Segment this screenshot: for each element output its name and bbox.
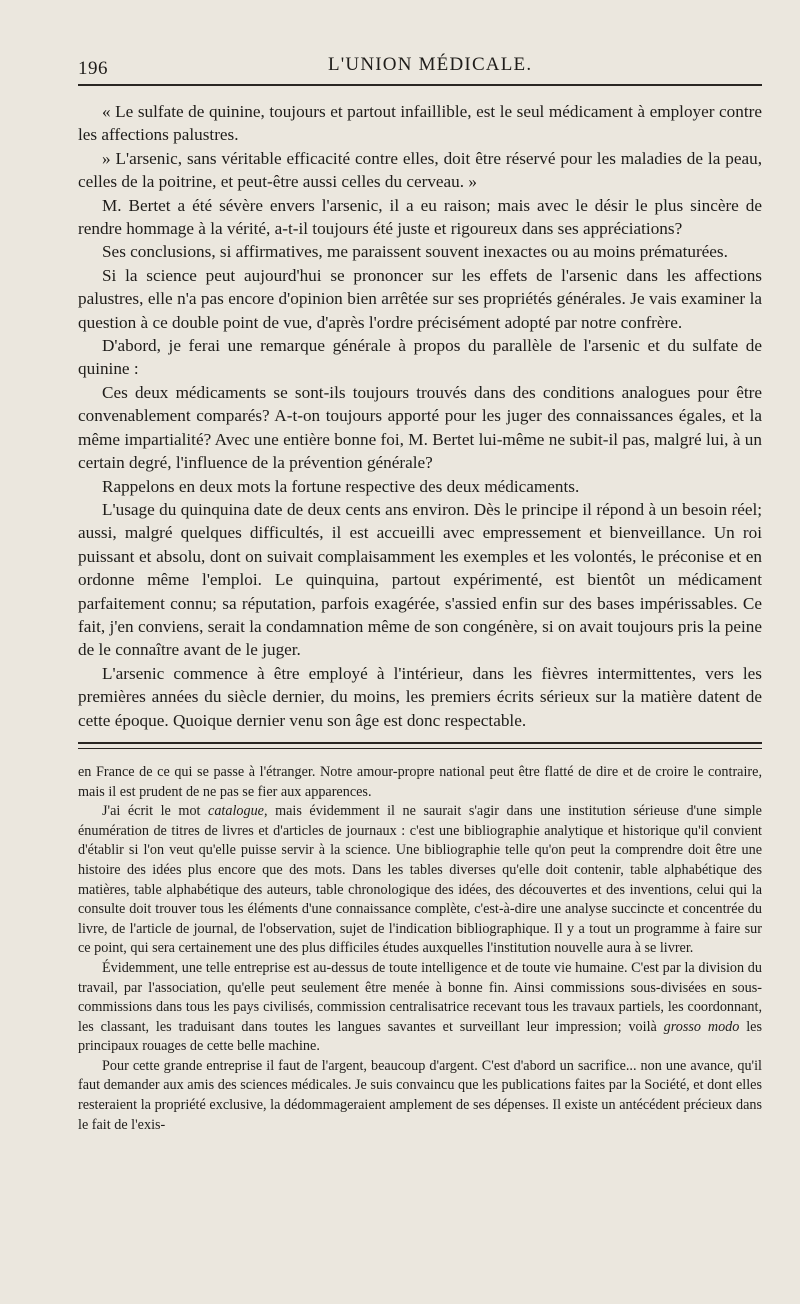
footnote-separator bbox=[78, 742, 762, 749]
running-title: L'UNION MÉDICALE. bbox=[328, 54, 533, 75]
footnote-paragraph: Pour cette grande entreprise il faut de l'argent, beaucoup d'argent. C'est d'abord un sacrifice... non une avance, qu'il faut demander aux amis des sciences médicales. Je suis convaincu que les publications faites par la Société, et dont elles resteraient la propriété exclusive, la dédommageraient amplement de ses dépenses. Il existe un antécédent précieux dans le fait de l'exis- bbox=[78, 1057, 762, 1133]
footnote-paragraph bbox=[78, 959, 762, 1057]
footnote-paragraph: en France de ce qui se passe à l'étranger. Notre amour-propre national peut être flatté de dire et de croire le contraire, mais il est prudent de ne pas se fier aux apparences. bbox=[78, 763, 762, 800]
paragraph: M. Bertet a été sévère envers l'arsenic, il a eu raison; mais avec le désir le plus sincère de rendre hommage à la vérité, a-t-il toujours été juste et rigoureux dans ses appréciations? bbox=[78, 195, 762, 239]
footnote-text: les principaux rouages de cette belle machine. bbox=[78, 1018, 762, 1055]
paragraph: L'usage du quinquina date de deux cents ans environ. Dès le principe il répond à un besoin réel; aussi, malgré quelques difficultés, il est accueilli avec empressement et bienveillance. Un roi puissant et absolu, dont on suivait complaisamment les exemples et les volontés, le préconise et en ordonne même l'emploi. Le quinquina, partout expérimenté, est bientôt un médicament parfaitement connu; sa réputation, parfois exagérée, s'assied enfin sur des bases impérissables. Ce fait, j'en conviens, serait la condamnation même de son congénère, si on avait toujours pris la peine de le connaître avant de le juger. bbox=[78, 499, 762, 660]
paragraph: L'arsenic commence à être employé à l'intérieur, dans les fièvres intermittentes, vers les premières années du siècle dernier, du moins, les premiers écrits sérieux sur la matière datent de cette époque. Quoique dernier venu son âge est donc respectable. bbox=[78, 663, 762, 730]
footnote-emphasis: catalogue bbox=[208, 803, 264, 820]
page-header bbox=[78, 48, 762, 82]
footnote-text: J'ai écrit le mot bbox=[102, 803, 209, 820]
paragraph: Rappelons en deux mots la fortune respective des deux médicaments. bbox=[102, 476, 580, 496]
paragraph: D'abord, je ferai une remarque générale à propos du parallèle de l'arsenic et du sulfate de quinine : bbox=[78, 336, 762, 379]
footnote-text: Évidemment, une telle entreprise est au-dessus de toute intelligence et de toute vie humaine. C'est par la division du travail, par l'association, qu'elle peut seulement être menée à bonne fin. Ainsi commissions sous-divisées en sous-commissions dans tous les pays civilisés, commission centralisatrice recevant tous les travaux partiels, les coordonnant, les classant, les traduisant dans toutes les langues savantes et surveillant leur impression; voilà bbox=[78, 959, 762, 1035]
footnote-paragraph bbox=[78, 802, 762, 959]
paragraph: » L'arsenic, sans véritable efficacité contre elles, doit être réservé pour les maladies de la peau, celles de la poitrine, et peut-être aussi celles du cerveau. » bbox=[78, 148, 762, 192]
footnote bbox=[78, 763, 762, 1135]
paragraph: Si la science peut aujourd'hui se prononcer sur les effets de l'arsenic dans les affections palustres, elle n'a pas encore d'opinion bien arrêtée sur ses propriétés générales. Je vais examiner la question à ce double point de vue, d'après l'ordre précisément adopté par notre confrère. bbox=[78, 265, 762, 332]
paragraph: « Le sulfate de quinine, toujours et partout infaillible, est le seul médicament à employer contre les affections palustres. bbox=[78, 102, 762, 145]
page-number: 196 bbox=[78, 58, 108, 79]
header-rule bbox=[78, 84, 762, 86]
paragraph: Ces deux médicaments se sont-ils toujours trouvés dans des conditions analogues pour être convenablement comparés? A-t-on toujours apporté pour les juger des connaissances égales, et la même impartialité? Avec une entière bonne foi, M. Bertet lui-même ne subit-il pas, malgré lui, à un certain degré, l'influence de la prévention générale? bbox=[78, 382, 762, 473]
main-text bbox=[78, 100, 762, 732]
footnote-emphasis: grosso modo bbox=[663, 1018, 740, 1035]
paragraph: Ses conclusions, si affirmatives, me paraissent souvent inexactes ou au moins prématurées. bbox=[102, 242, 728, 262]
footnote-text: , mais évidemment il ne saurait s'agir dans une institution sérieuse d'une simple énumération de titres de livres et d'articles de journaux : c'est une bibliographie analytique et historique qu'il convient d'établir si l'on veut qu'elle puisse servir à la science. Une bibliographie telle qu'on peut la comprendre doit être une histoire des idées plus encore que des mots. Dans les tables diverses qu'elle doit contenir, table alphabétique des matières, table alphabétique des auteurs, table chronologique des idées, des découvertes et des inventions, celui qui la consulte doit trouver tous les éléments d'une connaissance complète, c'est-à-dire une analyse succincte et concentrée du livre, de l'article de journal, de l'observation, sujet de l'indication bibliographique. Il y a tout un programme à faire sur ce point, qui sera certainement une des plus difficiles études auxquelles l'institution nouvelle aura à se livrer. bbox=[78, 803, 762, 957]
